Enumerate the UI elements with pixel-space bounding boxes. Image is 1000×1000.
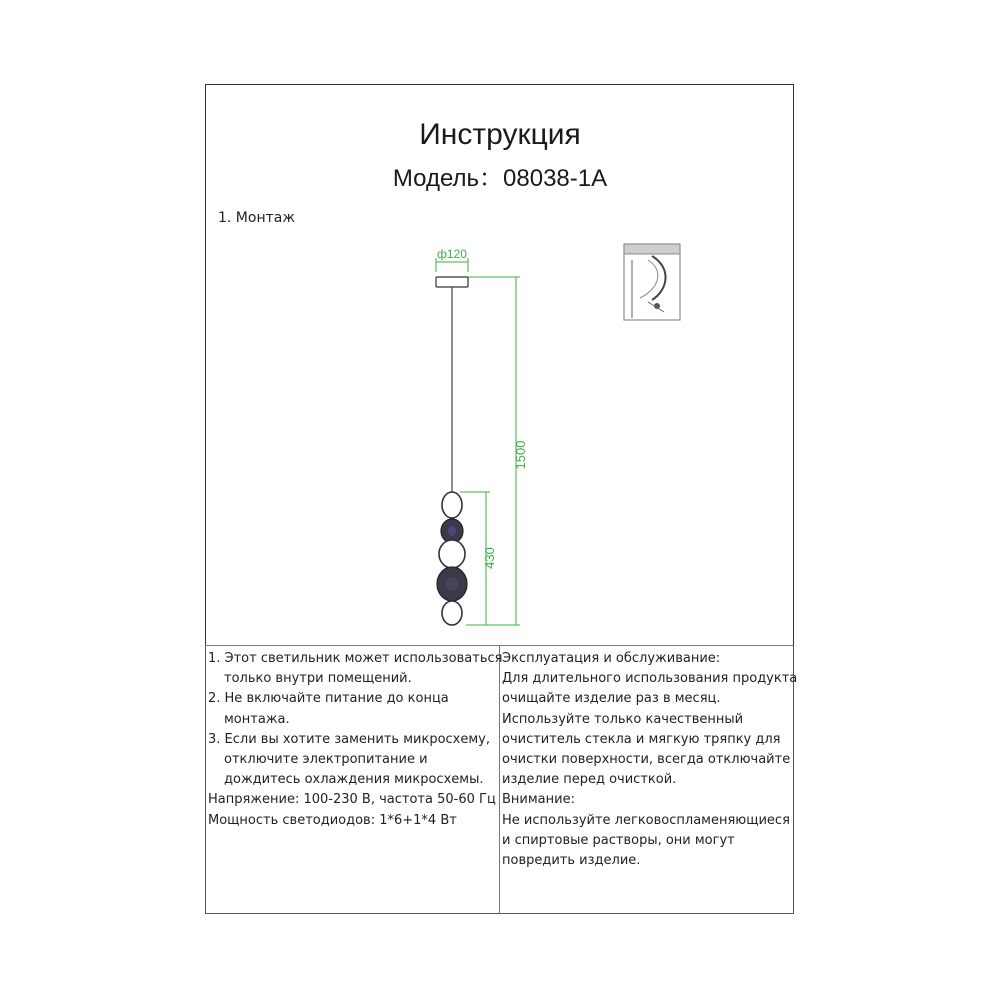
voltage-spec: Напряжение: 100-230 В, частота 50-60 Гц [208,792,496,808]
warning-line: повредить изделие. [502,853,641,869]
maintenance-notes [502,649,798,871]
maintenance-line: очиститель стекла и мягкую тряпку для [502,731,781,747]
warning-heading: Внимание: [502,792,575,808]
maintenance-line: Для длительного использования продукта [502,671,798,687]
page-title: Инструкция [419,118,581,151]
notes-table-divider [499,645,500,914]
maintenance-line: очистки поверхности, всегда отключайте [502,752,791,768]
maintenance-line: Используйте только качественный [502,711,744,727]
safety-note-line: 3. Если вы хотите заменить микросхему, [208,731,491,747]
section-title-mounting: 1. Монтаж [218,210,295,226]
warning-line: и спиртовые растворы, они могут [502,832,735,848]
safety-note-line: отключите электропитание и [224,752,428,768]
safety-note-line: дождитесь охлаждения микросхемы. [224,772,484,788]
total-height-dimension [466,277,528,625]
safety-notes [208,649,503,831]
diameter-dimension [436,247,468,272]
ceiling-canopy [436,277,468,287]
maintenance-line: изделие перед очисткой. [502,772,677,788]
warning-line: Не используйте легковоспламеняющиеся [502,812,790,828]
model-number: 08038-1A [503,165,608,192]
power-spec: Мощность светодиодов: 1*6+1*4 Вт [208,812,457,828]
safety-note-line: только внутри помещений. [224,671,412,687]
body-height-dimension [460,492,497,625]
safety-note-line: монтажа. [224,711,290,727]
ring-middle [439,540,465,568]
maintenance-line: очищайте изделие раз в месяц. [502,691,721,707]
maintenance-heading: Эксплуатация и обслуживание: [502,651,721,666]
model-label: Модель [392,165,480,192]
ring-bottom [442,601,462,625]
ring-top [442,492,462,518]
total-height-label: 1500 [513,440,528,470]
diameter-label: ф120 [437,247,467,261]
model-separator: ： [479,165,504,192]
body-height-label: 430 [482,547,497,569]
safety-note-line: 1. Этот светильник может использоваться [208,651,503,666]
installation-detail-icon [624,244,680,320]
lamp-body [437,492,467,625]
safety-note-line: 2. Не включайте питание до конца [208,691,449,707]
